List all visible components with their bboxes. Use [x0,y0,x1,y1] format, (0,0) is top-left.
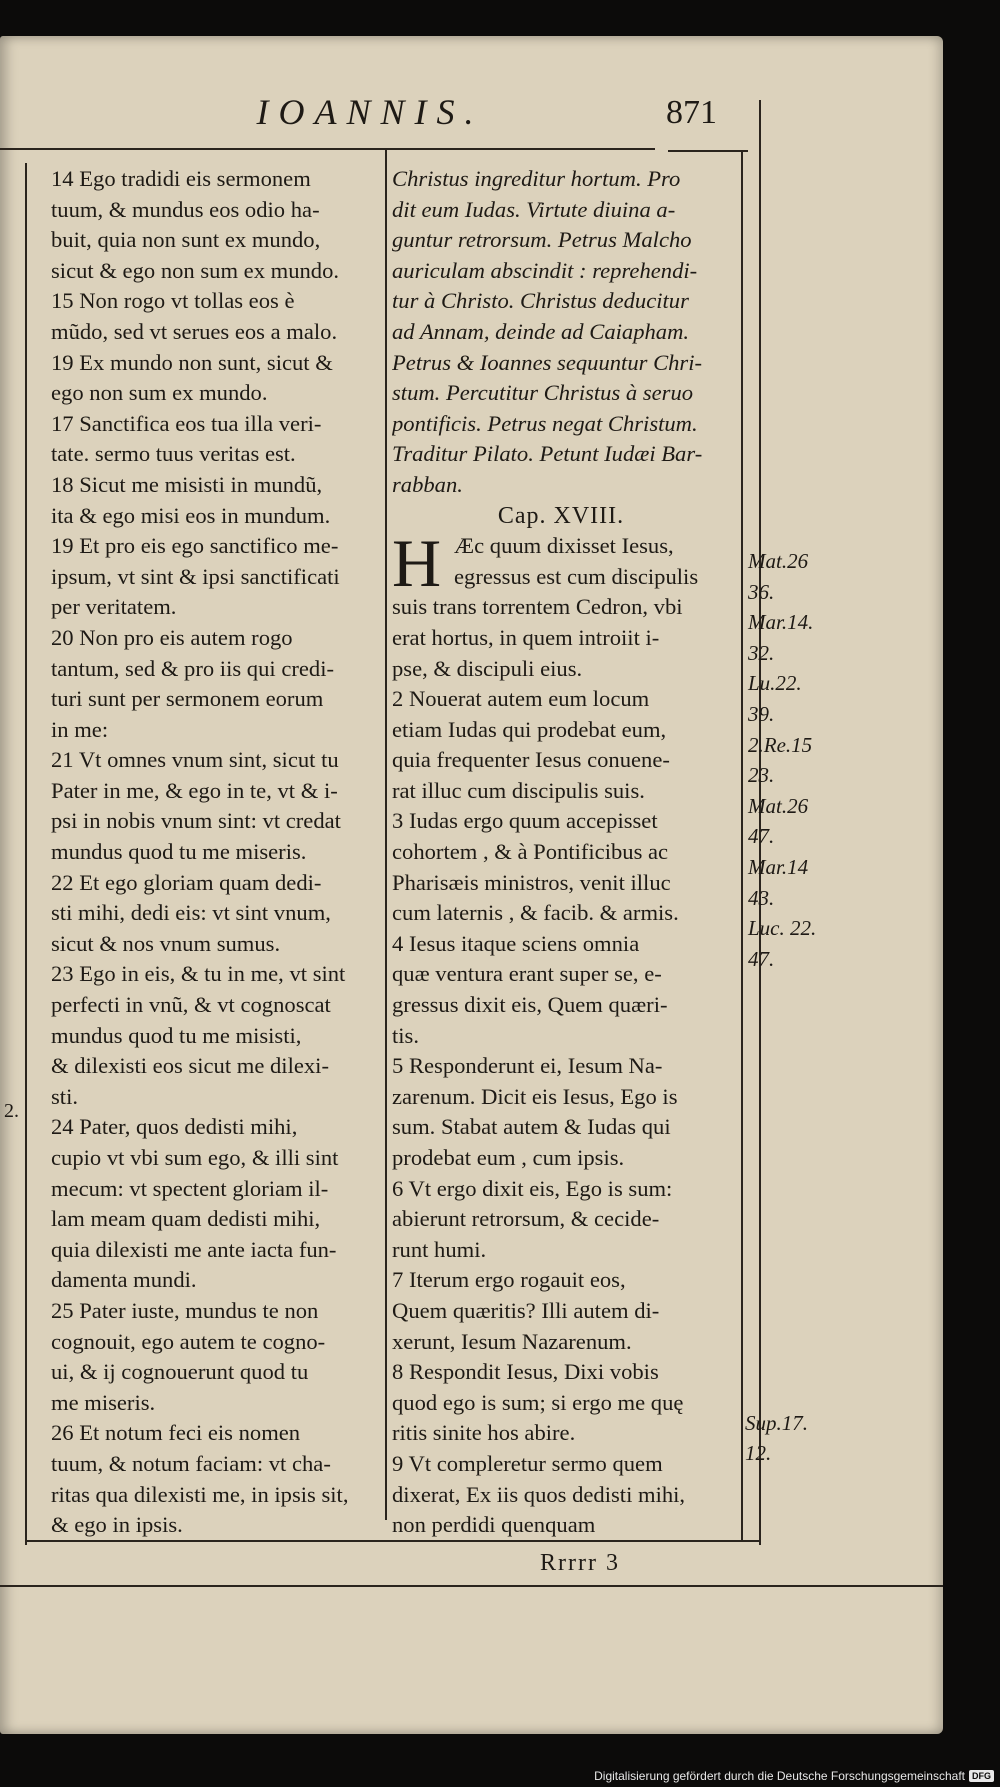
text-line: cohortem , & à Pontificibus ac [392,839,669,865]
margin-note: Sup.17. [745,1411,808,1435]
header-rule-right [668,150,748,152]
text-line: 15 Non rogo vt tollas eos è [51,288,295,314]
text-line: tuum, & notum faciam: vt cha- [51,1450,331,1476]
margin-note: Mat.26 [748,549,809,573]
text-line: damenta mundi. [51,1267,197,1293]
text-line: lam meam quam dedisti mihi, [51,1206,321,1232]
text-line: per veritatem. [51,594,177,620]
left-margin-rule [25,163,27,1545]
margin-note: Lu.22. [748,671,802,696]
text-line: 6 Vt ergo dixit eis, Ego is sum: [392,1175,673,1201]
text-line: 20 Non pro eis autem rogo [51,624,293,650]
text-line: ritas qua dilexisti me, in ipsis sit, [51,1481,349,1507]
text-line: sti mihi, dedi eis: vt sint vnum, [51,900,331,926]
text-line: cognouit, ego autem te cogno- [51,1328,326,1354]
dropcap-block [392,531,730,592]
text-line: buit, quia non sunt ex mundo, [51,227,321,253]
summary-line: Christus ingreditur hortum. Pro [392,166,681,191]
margin-note: Mar.14 [748,854,809,879]
text-line: sicut & ego non sum ex mundo. [51,257,340,283]
text-line: quia dilexisti me ante iacta fun- [51,1236,337,1262]
text-line: 14 Ego tradidi eis sermonem [51,166,311,191]
text-line: ego non sum ex mundo. [51,380,268,406]
text-line: cupio vt vbi sum ego, & illi sint [51,1145,339,1170]
text-line: 5 Responderunt ei, Iesum Na- [392,1053,663,1079]
dropcap-line-2: egressus est cum discipulis [454,563,699,589]
text-line: 2 Nouerat autem eum locum [392,686,650,712]
summary-line: rabban. [392,471,463,497]
summary-line: auriculam abscindit : reprehendi- [392,257,698,283]
text-line: pse, & discipuli eius. [392,655,583,681]
text-line: 19 Ex mundo non sunt, sicut & [51,349,333,375]
text-line: dixerat, Ex iis quos dedisti mihi, [392,1481,686,1507]
margin-references [748,546,848,974]
text-line: 8 Respondit Iesus, Dixi vobis [392,1359,659,1385]
text-line: gressus dixit eis, Quem quæri- [392,992,668,1018]
text-line: 17 Sanctifica eos tua illa veri- [51,410,322,436]
text-line: psi in nobis vnum sint: vt credat [51,808,341,834]
left-column [51,164,401,1541]
text-line: 19 Et pro eis ego sanctifico me- [51,533,339,559]
text-line: etiam Iudas qui prodebat eum, [392,716,667,742]
text-line: zarenum. Dicit eis Iesus, Ego is [392,1083,678,1109]
digitization-footer [594,1769,994,1783]
margin-note: 32. [748,640,775,665]
margin-note: Mat.26 [748,793,809,818]
text-line: quod ego is sum; si ergo me quę [392,1389,684,1415]
text-line: turi sunt per sermonem eorum [51,686,324,712]
text-line: suis trans torrentem Cedron, vbi [392,594,683,620]
text-line: mundus quod tu me misisti, [51,1022,302,1048]
margin-note: 36. [748,579,775,604]
page-bottom-rule [0,1585,943,1587]
text-line: Pharisæis ministros, venit illuc [392,869,671,895]
margin-references-lower [745,1408,808,1468]
text-line: Pater in me, & ego in te, vt & i- [51,777,338,803]
page-number: 871 [666,94,717,131]
text-line: sicut & nos vnum sumus. [51,930,281,956]
text-line: xerunt, Iesum Nazarenum. [392,1328,632,1354]
margin-note: 2.Re.15 [748,732,813,757]
margin-note: 39. [748,701,775,726]
signature-mark: Rrrrr 3 [540,1550,620,1576]
margin-note: 43. [748,885,775,910]
summary-line: tur à Christo. Christus deducitur [392,288,689,314]
margin-note: 47. [748,946,775,971]
text-line: & dilexisti eos sicut me dilexi- [51,1053,329,1079]
text-line: tantum, sed & pro iis qui credi- [51,655,334,681]
text-line: 9 Vt compleretur sermo quem [392,1450,663,1476]
dropcap-line-1: Æc quum dixisset Iesus, [454,533,674,559]
text-line: Quem quæritis? Illi autem di- [392,1297,660,1323]
right-column [392,164,730,1541]
text-line: ritis sinite hos abire. [392,1420,576,1446]
text-line: 3 Iudas ergo quum accepisset [392,808,658,834]
text-line: tis. [392,1022,419,1048]
text-line: prodebat eum , cum ipsis. [392,1145,625,1170]
margin-note: Mar.14. [748,610,814,635]
text-line: mecum: vt spectent gloriam il- [51,1175,329,1201]
text-line: tate. sermo tuus veritas est. [51,441,296,467]
chapter-body [392,592,730,1540]
text-line: 23 Ego in eis, & tu in me, vt sint [51,961,346,987]
text-line: erat hortus, in quem introiit i- [392,624,660,650]
text-line: rat illuc cum discipulis suis. [392,777,645,803]
text-line: 18 Sicut me misisti in mundũ, [51,471,323,497]
summary-line: stum. Percutitur Christus à seruo [392,380,694,406]
text-line: sti. [51,1083,78,1109]
margin-note: 12. [745,1441,772,1465]
text-line: perfecti in vnũ, & vt cognoscat [51,992,331,1018]
text-line: 22 Et ego gloriam quam dedi- [51,869,322,895]
text-line: 24 Pater, quos dedisti mihi, [51,1114,298,1140]
summary-line: dit eum Iudas. Virtute diuina a- [392,196,676,222]
text-line: quæ ventura erant super se, e- [392,961,662,987]
text-line: 25 Pater iuste, mundus te non [51,1297,319,1323]
text-line: mundus quod tu me miseris. [51,839,307,865]
margin-note: Luc. 22. [748,916,817,941]
footer-text: Digitalisierung gefördert durch die Deutsche Forschungsgemeinschaft [594,1769,965,1783]
text-line: in me: [51,716,109,742]
text-line: non perdidi quenquam [392,1512,596,1538]
text-line: tuum, & mundus eos odio ha- [51,196,320,222]
text-line: 7 Iterum ergo rogauit eos, [392,1267,626,1293]
text-line: ipsum, vt sint & ipsi sanctificati [51,563,340,589]
text-line: runt humi. [392,1236,487,1262]
text-line: ita & ego misi eos in mundum. [51,502,331,528]
drop-cap: H [392,531,442,593]
edge-number: 2. [4,1100,19,1122]
text-line: 26 Et notum feci eis nomen [51,1420,301,1446]
summary-line: ad Annam, deinde ad Caiapham. [392,318,690,344]
dfg-logo-icon: DFG [969,1770,994,1782]
text-line: 4 Iesus itaque sciens omnia [392,930,640,956]
text-line: cum laternis , & facib. & armis. [392,900,679,926]
header-rule [0,148,655,150]
text-line: quia frequenter Iesus conuene- [392,747,670,773]
note-divider [741,150,743,1540]
text-line: ui, & ij cognouerunt quod tu [51,1359,309,1385]
text-line: sum. Stabat autem & Iudas qui [392,1114,671,1140]
summary-line: pontificis. Petrus negat Christum. [392,410,698,436]
chapter-summary [392,164,730,501]
margin-note: 47. [748,824,775,849]
text-line: 21 Vt omnes vnum sint, sicut tu [51,747,339,773]
text-line: abierunt retrorsum, & cecide- [392,1206,660,1232]
text-line: me miseris. [51,1389,156,1415]
margin-note: 23. [748,763,775,788]
summary-line: Petrus & Ioannes sequuntur Chri- [392,349,703,375]
text-line: mũdo, sed vt serues eos a malo. [51,318,338,344]
chapter-title: Cap. XVIII. [497,502,625,529]
text-line: & ego in ipsis. [51,1512,183,1538]
summary-line: Traditur Pilato. Petunt Iudæi Bar- [392,441,703,467]
running-title: IOANNIS. [256,92,484,132]
summary-line: guntur retrorsum. Petrus Malcho [392,227,692,253]
